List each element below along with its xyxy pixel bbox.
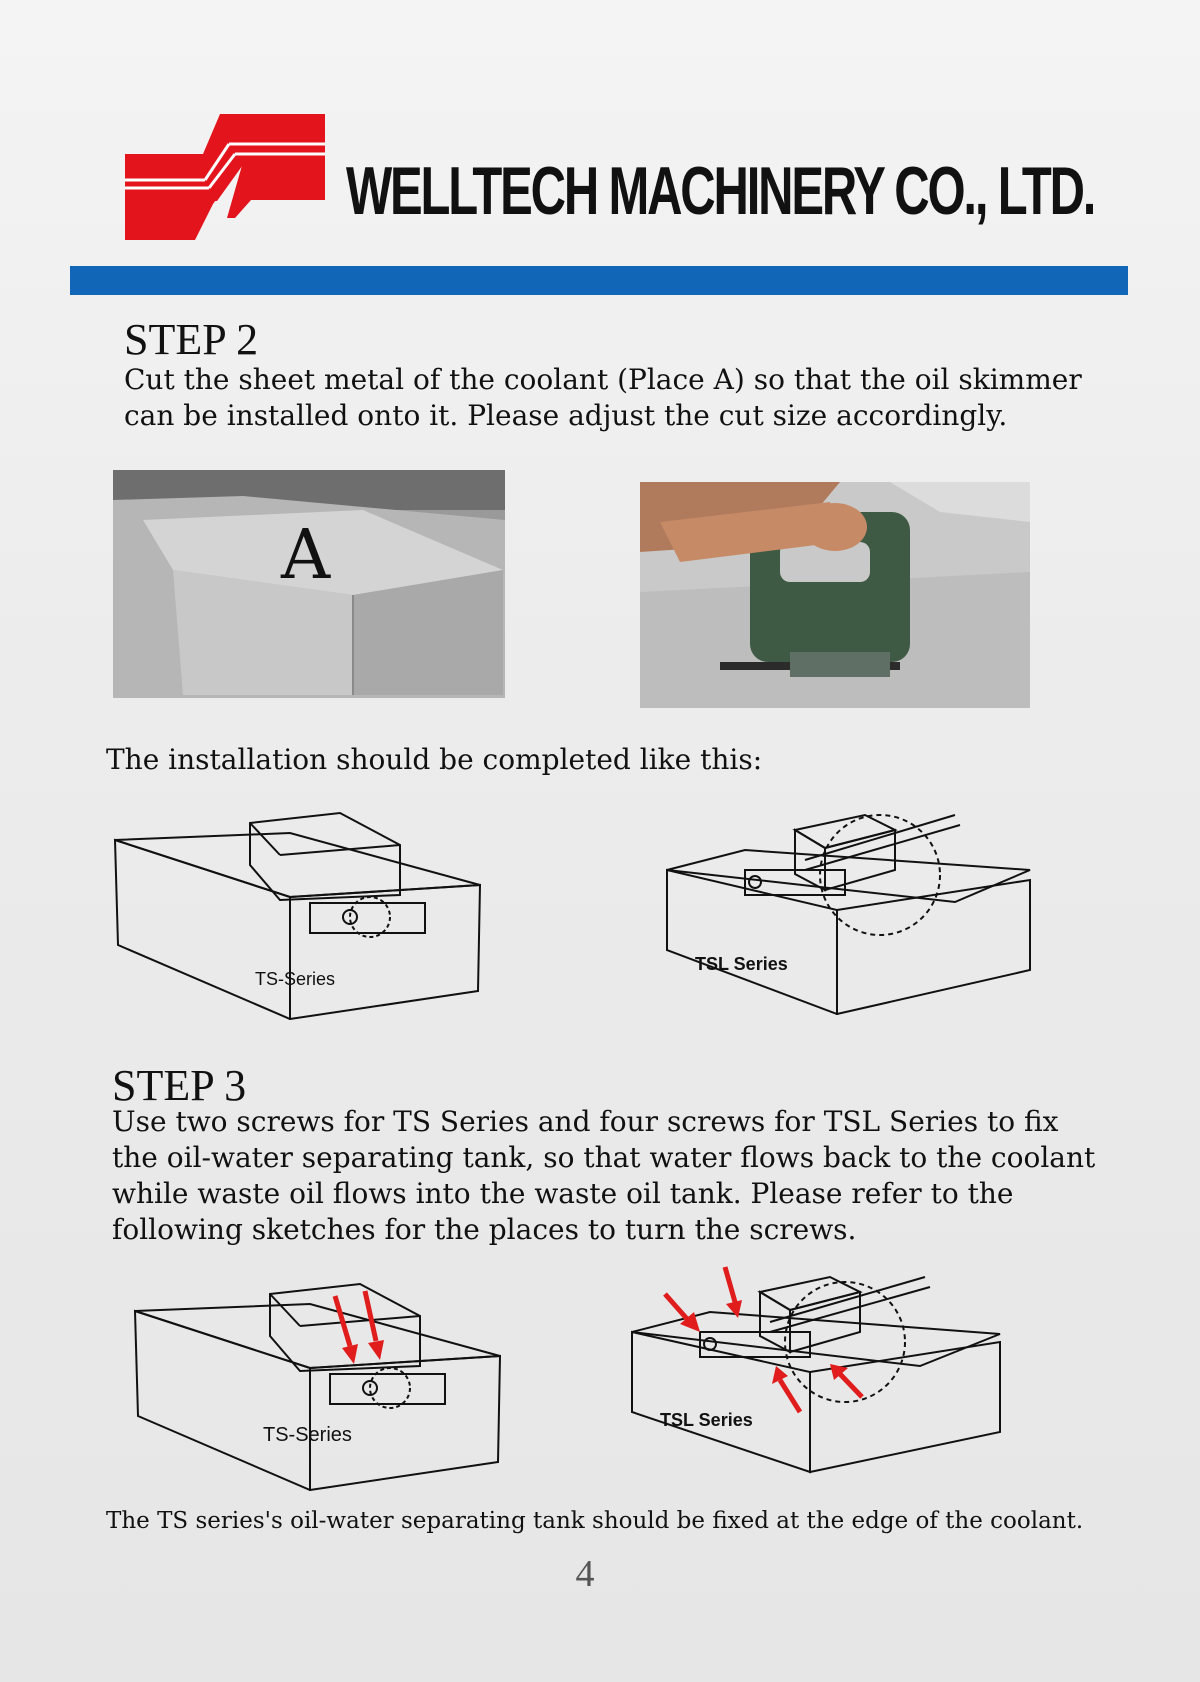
place-a-label: A: [281, 516, 331, 595]
coolant-tank-photo: [113, 470, 505, 698]
ts-series-label: TS-Series: [255, 969, 336, 989]
ts-series-screw-sketch: [130, 1276, 505, 1491]
step3-text: Use two screws for TS Series and four screws for TSL Series to fix the oil-water separating tank, so that water flows back to the coolant while waste oil flows into the waste oil tank. Please refer to the following sketches for the places to turn the screws.: [112, 1105, 1096, 1246]
welltech-logo-icon: [125, 114, 325, 240]
step2-title: STEP 2: [124, 315, 259, 364]
step3-title: STEP 3: [112, 1061, 247, 1110]
page-number: 4: [575, 1553, 595, 1595]
tsl-series-label: TSL Series: [695, 954, 788, 974]
cutting-sheet-metal-photo: [640, 482, 1030, 708]
step2-text: Cut the sheet metal of the coolant (Place A) so that the oil skimmer can be installed onto it. Please adjust the cut size accordingly.: [124, 363, 1082, 432]
installation-text: The installation should be completed like this:: [106, 743, 763, 776]
header-divider-bar: [70, 266, 1128, 295]
tsl-series-label: TSL Series: [660, 1410, 753, 1430]
ts-series-installation-sketch: [110, 805, 485, 1020]
tsl-series-screw-sketch: [630, 1262, 1005, 1477]
tsl-series-installation-sketch: [665, 810, 1035, 1015]
footer-note: The TS series's oil-water separating tank should be fixed at the edge of the coolant.: [106, 1508, 1084, 1534]
ts-series-label: TS-Series: [263, 1424, 352, 1446]
screw-arrow-icons: [335, 1291, 384, 1364]
company-name: WELLTECH MACHINERY CO., LTD.: [346, 153, 1095, 229]
